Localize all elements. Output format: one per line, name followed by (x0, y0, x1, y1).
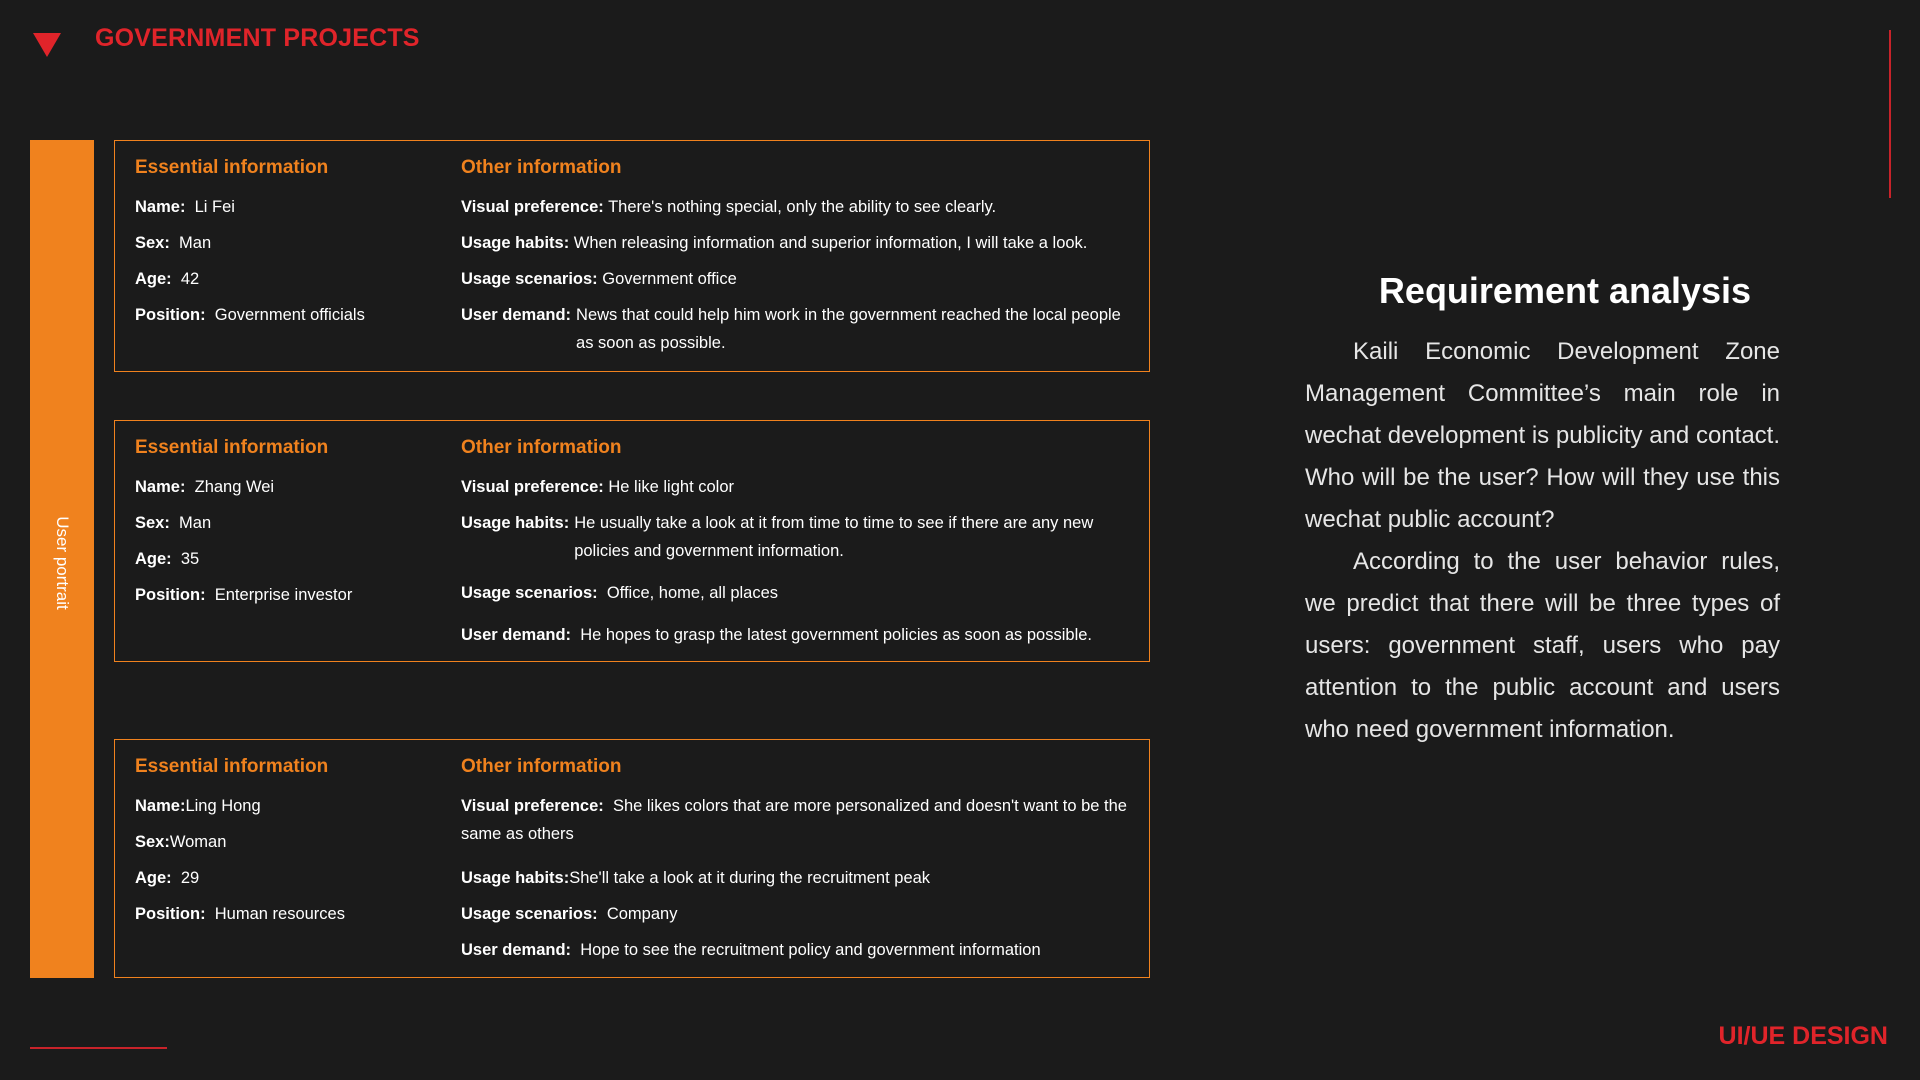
user-demand-row: User demand: Hope to see the recruitment policy and government information (461, 941, 1041, 959)
usage-scenarios-row: Usage scenarios: Government office (461, 270, 737, 288)
sidebar-label: User portrait (53, 516, 72, 610)
age-row: Age: 29 (135, 869, 200, 887)
age-row: Age: 42 (135, 270, 200, 288)
decorative-divider-right (1889, 30, 1891, 198)
other-info-title: Other information (461, 756, 622, 777)
position-row: Position: Human resources (135, 905, 345, 923)
usage-habits-row: Usage habits:She'll take a look at it during the recruitment peak (461, 869, 931, 887)
decorative-divider-bottom (30, 1047, 167, 1049)
requirement-paragraph-1: Kaili Economic Development Zone Management Committee’s main role in wechat development is publicity and contact. Who will be the user? How will they use this wechat public account? (1305, 338, 1780, 533)
visual-preference-row: Visual preference: He like light color (461, 478, 734, 496)
essential-info-title: Essential information (135, 756, 329, 777)
essential-info-title: Essential information (135, 437, 329, 458)
user-demand-row: User demand: News that could help him work in the government reached the local people as soon as possible. (461, 306, 1121, 352)
other-info-title: Other information (461, 437, 622, 458)
name-row: Name:Ling Hong (135, 797, 261, 815)
persona-card-3 (114, 739, 1150, 978)
visual-preference-row: Visual preference: She likes colors that are more personalized and doesn't want to be the same as others (461, 797, 1127, 843)
visual-preference-row: Visual preference: There's nothing special, only the ability to see clearly. (461, 198, 997, 216)
position-row: Position: Enterprise investor (135, 586, 353, 604)
requirement-title: Requirement analysis (1378, 270, 1752, 311)
user-demand-row: User demand: He hopes to grasp the latest government policies as soon as possible. (461, 626, 1093, 644)
usage-habits-row: Usage habits: When releasing information and superior information, I will take a look. (461, 234, 1088, 252)
usage-scenarios-row: Usage scenarios: Company (461, 905, 678, 923)
sex-row: Sex: Man (135, 234, 212, 252)
page-title: GOVERNMENT PROJECTS (95, 24, 420, 52)
sex-row: Sex:Woman (135, 833, 227, 851)
name-row: Name: Zhang Wei (135, 478, 275, 496)
sex-row: Sex: Man (135, 514, 212, 532)
name-row: Name: Li Fei (135, 198, 235, 216)
footer-brand: UI/UE DESIGN (1718, 1022, 1888, 1050)
persona-card-2 (114, 420, 1150, 662)
usage-habits-row: Usage habits: He usually take a look at it from time to time to see if there are any new policies and government information. (461, 514, 1094, 560)
age-row: Age: 35 (135, 550, 200, 568)
other-info-title: Other information (461, 157, 622, 178)
position-row: Position: Government officials (135, 306, 365, 324)
usage-scenarios-row: Usage scenarios: Office, home, all places (461, 584, 779, 602)
triangle-down-icon (33, 33, 61, 57)
requirement-paragraph-2: According to the user behavior rules, we predict that there will be three types of users: government staff, users who pay attention to the public account and users who need government information. (1305, 548, 1780, 743)
essential-info-title: Essential information (135, 157, 329, 178)
persona-card-1 (114, 140, 1150, 372)
